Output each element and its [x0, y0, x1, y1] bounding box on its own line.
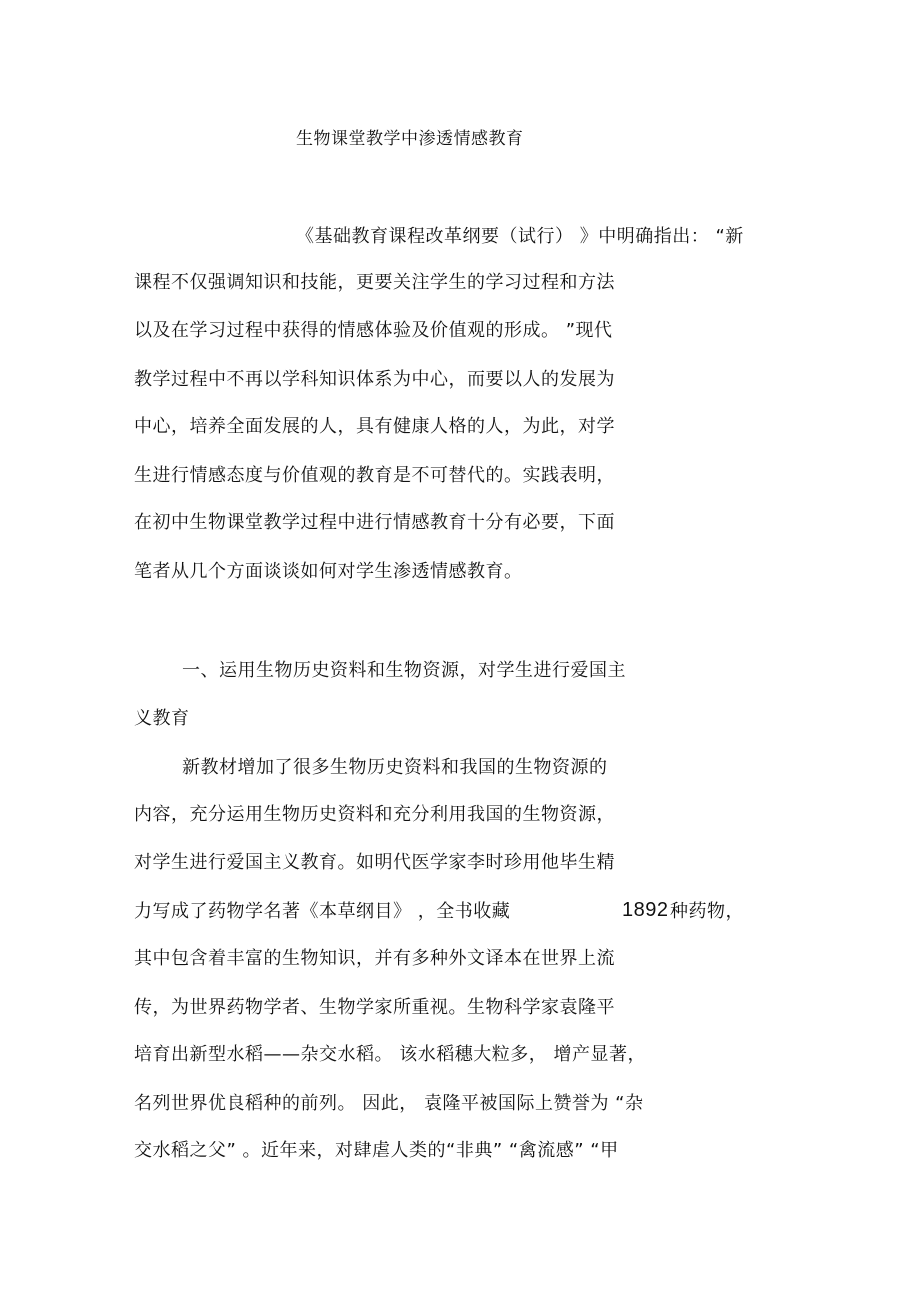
section-heading-1-line-1: 一、运用生物历史资料和生物资源，对学生进行爱国主: [182, 660, 626, 681]
paragraph-1-line-1: 《基础教育课程改革纲要（试行） 》中明确指出： “新: [296, 226, 744, 247]
paragraph-2-line-5: 其中包含着丰富的生物知识，并有多种外文译本在世界上流: [134, 948, 615, 969]
paragraph-2-line-4-prefix: 力写成了药物学名著《本草纲目》 ，全书收藏: [134, 901, 511, 922]
paragraph-2-line-1: 新教材增加了很多生物历史资料和我国的生物资源的: [182, 757, 608, 778]
paragraph-1-line-6: 生进行情感态度与价值观的教育是不可替代的。实践表明，: [134, 465, 615, 486]
paragraph-2-line-7: 培育出新型水稻——杂交水稻。 该水稻穗大粒多， 增产显著，: [134, 1044, 646, 1065]
paragraph-2-line-9: 交水稻之父” 。近年来，对肆虐人类的“非典” “禽流感” “甲: [134, 1140, 619, 1161]
paragraph-1-line-7: 在初中生物课堂教学过程中进行情感教育十分有必要，下面: [134, 512, 615, 533]
document-title: 生物课堂教学中渗透情感教育: [296, 129, 524, 149]
paragraph-2-line-4-suffix: 种药物，: [670, 901, 744, 922]
paragraph-1-line-3: 以及在学习过程中获得的情感体验及价值观的形成。 ”现代: [134, 320, 613, 341]
paragraph-2-line-6: 传，为世界药物学者、生物学家所重视。生物科学家袁隆平: [134, 997, 615, 1018]
paragraph-2-line-3: 对学生进行爱国主义教育。如明代医学家李时珍用他毕生精: [134, 852, 615, 873]
paragraph-1-line-5: 中心，培养全面发展的人，具有健康人格的人，为此，对学: [134, 416, 615, 437]
paragraph-1-line-4: 教学过程中不再以学科知识体系为中心，而要以人的发展为: [134, 369, 615, 390]
section-heading-1-line-2: 义教育: [134, 708, 190, 729]
paragraph-1-line-2: 课程不仅强调知识和技能，更要关注学生的学习过程和方法: [134, 272, 615, 293]
herb-count-number: 1892: [622, 899, 669, 921]
paragraph-2-line-2: 内容，充分运用生物历史资料和充分利用我国的生物资源，: [134, 804, 615, 825]
paragraph-1-line-8: 笔者从几个方面谈谈如何对学生渗透情感教育。: [134, 561, 523, 582]
paragraph-2-line-8: 名列世界优良稻种的前列。 因此， 袁隆平被国际上赞誉为 “杂: [134, 1093, 644, 1114]
